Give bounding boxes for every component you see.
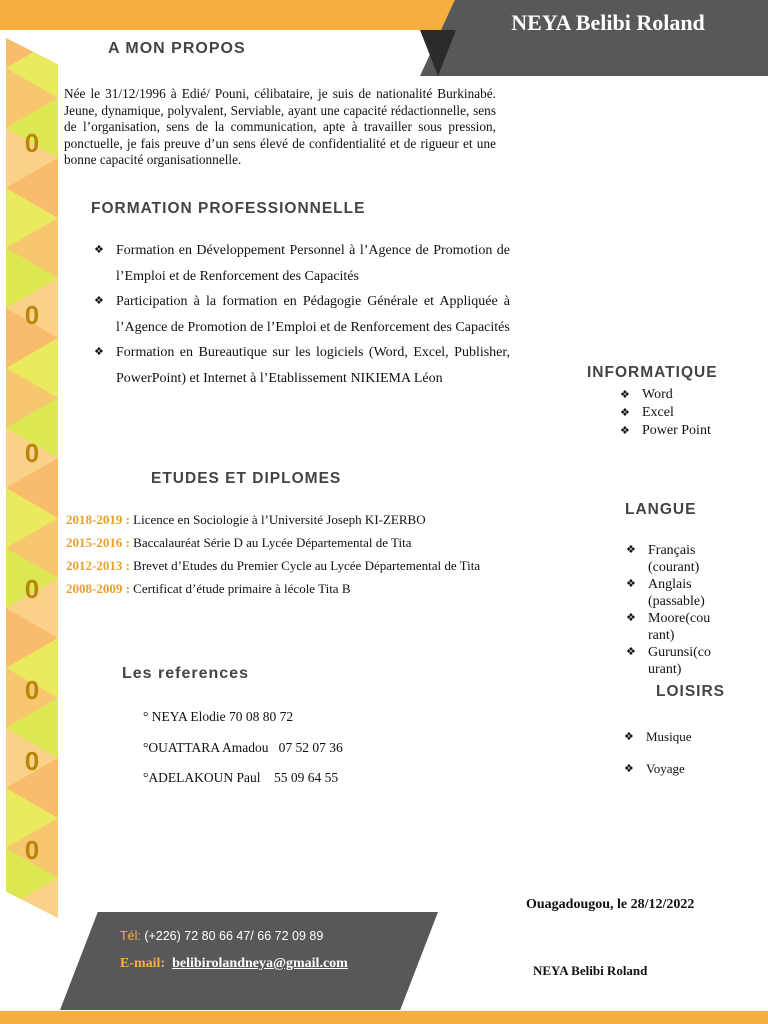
studies-heading: ETUDES ET DIPLOMES <box>151 470 342 487</box>
study-year: 2008-2009 : <box>66 581 130 596</box>
hobby-item: ❖ Musique <box>624 721 744 753</box>
language-item: ❖ Anglais (passable) <box>626 576 726 610</box>
study-text: Baccalauréat Série D au Lycée Départemental de Tita <box>129 535 412 550</box>
ribbon-marker: 0 <box>24 746 40 776</box>
study-text: Licence en Sociologie à l’Université Joseph KI-ZERBO <box>129 512 426 527</box>
place-date: Ouagadougou, le 28/12/2022 <box>526 897 695 912</box>
hobby-item: ❖ Voyage <box>624 753 744 785</box>
study-entry <box>66 577 496 600</box>
study-text: Brevet d’Etudes du Premier Cycle au Lycée Départemental de Tita <box>129 558 481 573</box>
languages-heading: LANGUE <box>625 501 697 518</box>
email-line <box>120 956 348 972</box>
study-text: Certificat d’étude primaire à lécole Tita B <box>129 581 351 596</box>
language-item: ❖ Français (courant) <box>626 542 726 576</box>
language-item: ❖ Gurunsi(co urant) <box>626 644 726 678</box>
about-text: Née le 31/12/1996 à Edié/ Pouni, célibataire, je suis de nationalité Burkinabé. Jeune, dynamique, polyvalent, Serviable, ayant une capacité rédactionnelle, sens de l’organisation, sens de la communication, apte à travailler sous pression, ponctuelle, je fais preuve d’un sens élevé de confidentialité et de rigueur et une bonne capacité organisationnelle. <box>64 86 496 167</box>
training-item: ❖ Formation en Bureautique sur les logiciels (Word, Excel, Publisher, PowerPoint) et Internet à l’Etablissement NIKIEMA Léon <box>94 340 510 391</box>
study-entry <box>66 508 496 531</box>
email-link[interactable]: belibirolandneya@gmail.com <box>172 956 348 971</box>
computing-item: ❖ Power Point <box>620 422 760 440</box>
candidate-name: NEYA Belibi Roland <box>511 10 705 35</box>
study-year: 2015-2016 : <box>66 535 130 550</box>
ribbon-marker: 0 <box>24 438 40 468</box>
study-year: 2012-2013 : <box>66 558 130 573</box>
decorative-ribbon <box>6 38 58 918</box>
studies-list <box>66 508 496 600</box>
study-entry <box>66 554 496 577</box>
training-heading: FORMATION PROFESSIONNELLE <box>91 200 366 217</box>
about-heading: A MON PROPOS <box>108 40 246 57</box>
ribbon-pattern <box>6 38 58 918</box>
study-entry <box>66 531 496 554</box>
hobbies-heading: LOISIRS <box>656 683 726 700</box>
languages-list <box>626 542 726 678</box>
references-heading: Les references <box>122 665 249 682</box>
phone-line <box>120 929 323 943</box>
reference-item: °OUATTARA Amadou 07 52 07 36 <box>143 739 343 755</box>
signature-name: NEYA Belibi Roland <box>533 963 648 978</box>
ribbon-marker: 0 <box>24 128 40 158</box>
study-year: 2018-2019 : <box>66 512 130 527</box>
phone-value: (+226) 72 80 66 47/ 66 72 09 89 <box>140 929 324 943</box>
ribbon-marker: 0 <box>24 675 40 705</box>
training-item: ❖ Formation en Développement Personnel à l’Agence de Promotion de l’Emploi et de Renforcement des Capacités <box>94 238 510 289</box>
references-list <box>143 702 343 794</box>
ribbon-marker: 0 <box>24 300 40 330</box>
reference-item: °ADELAKOUN Paul 55 09 64 55 <box>143 770 339 785</box>
language-item: ❖ Moore(cou rant) <box>626 610 726 644</box>
computing-heading: INFORMATIQUE <box>587 364 718 381</box>
training-list <box>94 238 510 391</box>
ribbon-marker: 0 <box>24 574 40 604</box>
reference-item: ° NEYA Elodie 70 08 80 72 <box>143 709 294 724</box>
computing-item: ❖ Excel <box>620 404 760 422</box>
email-label: E-mail: <box>120 956 166 971</box>
hobbies-list <box>624 721 744 785</box>
ribbon-marker: 0 <box>24 835 40 865</box>
training-item: ❖ Participation à la formation en Pédagogie Générale et Appliquée à l’Agence de Promotion de l’Emploi et de Renforcement des Capacités <box>94 289 510 340</box>
computing-list <box>620 386 760 440</box>
phone-label: Tél: <box>120 929 141 943</box>
computing-item: ❖ Word <box>620 386 760 404</box>
bottom-accent-bar <box>0 1011 768 1024</box>
